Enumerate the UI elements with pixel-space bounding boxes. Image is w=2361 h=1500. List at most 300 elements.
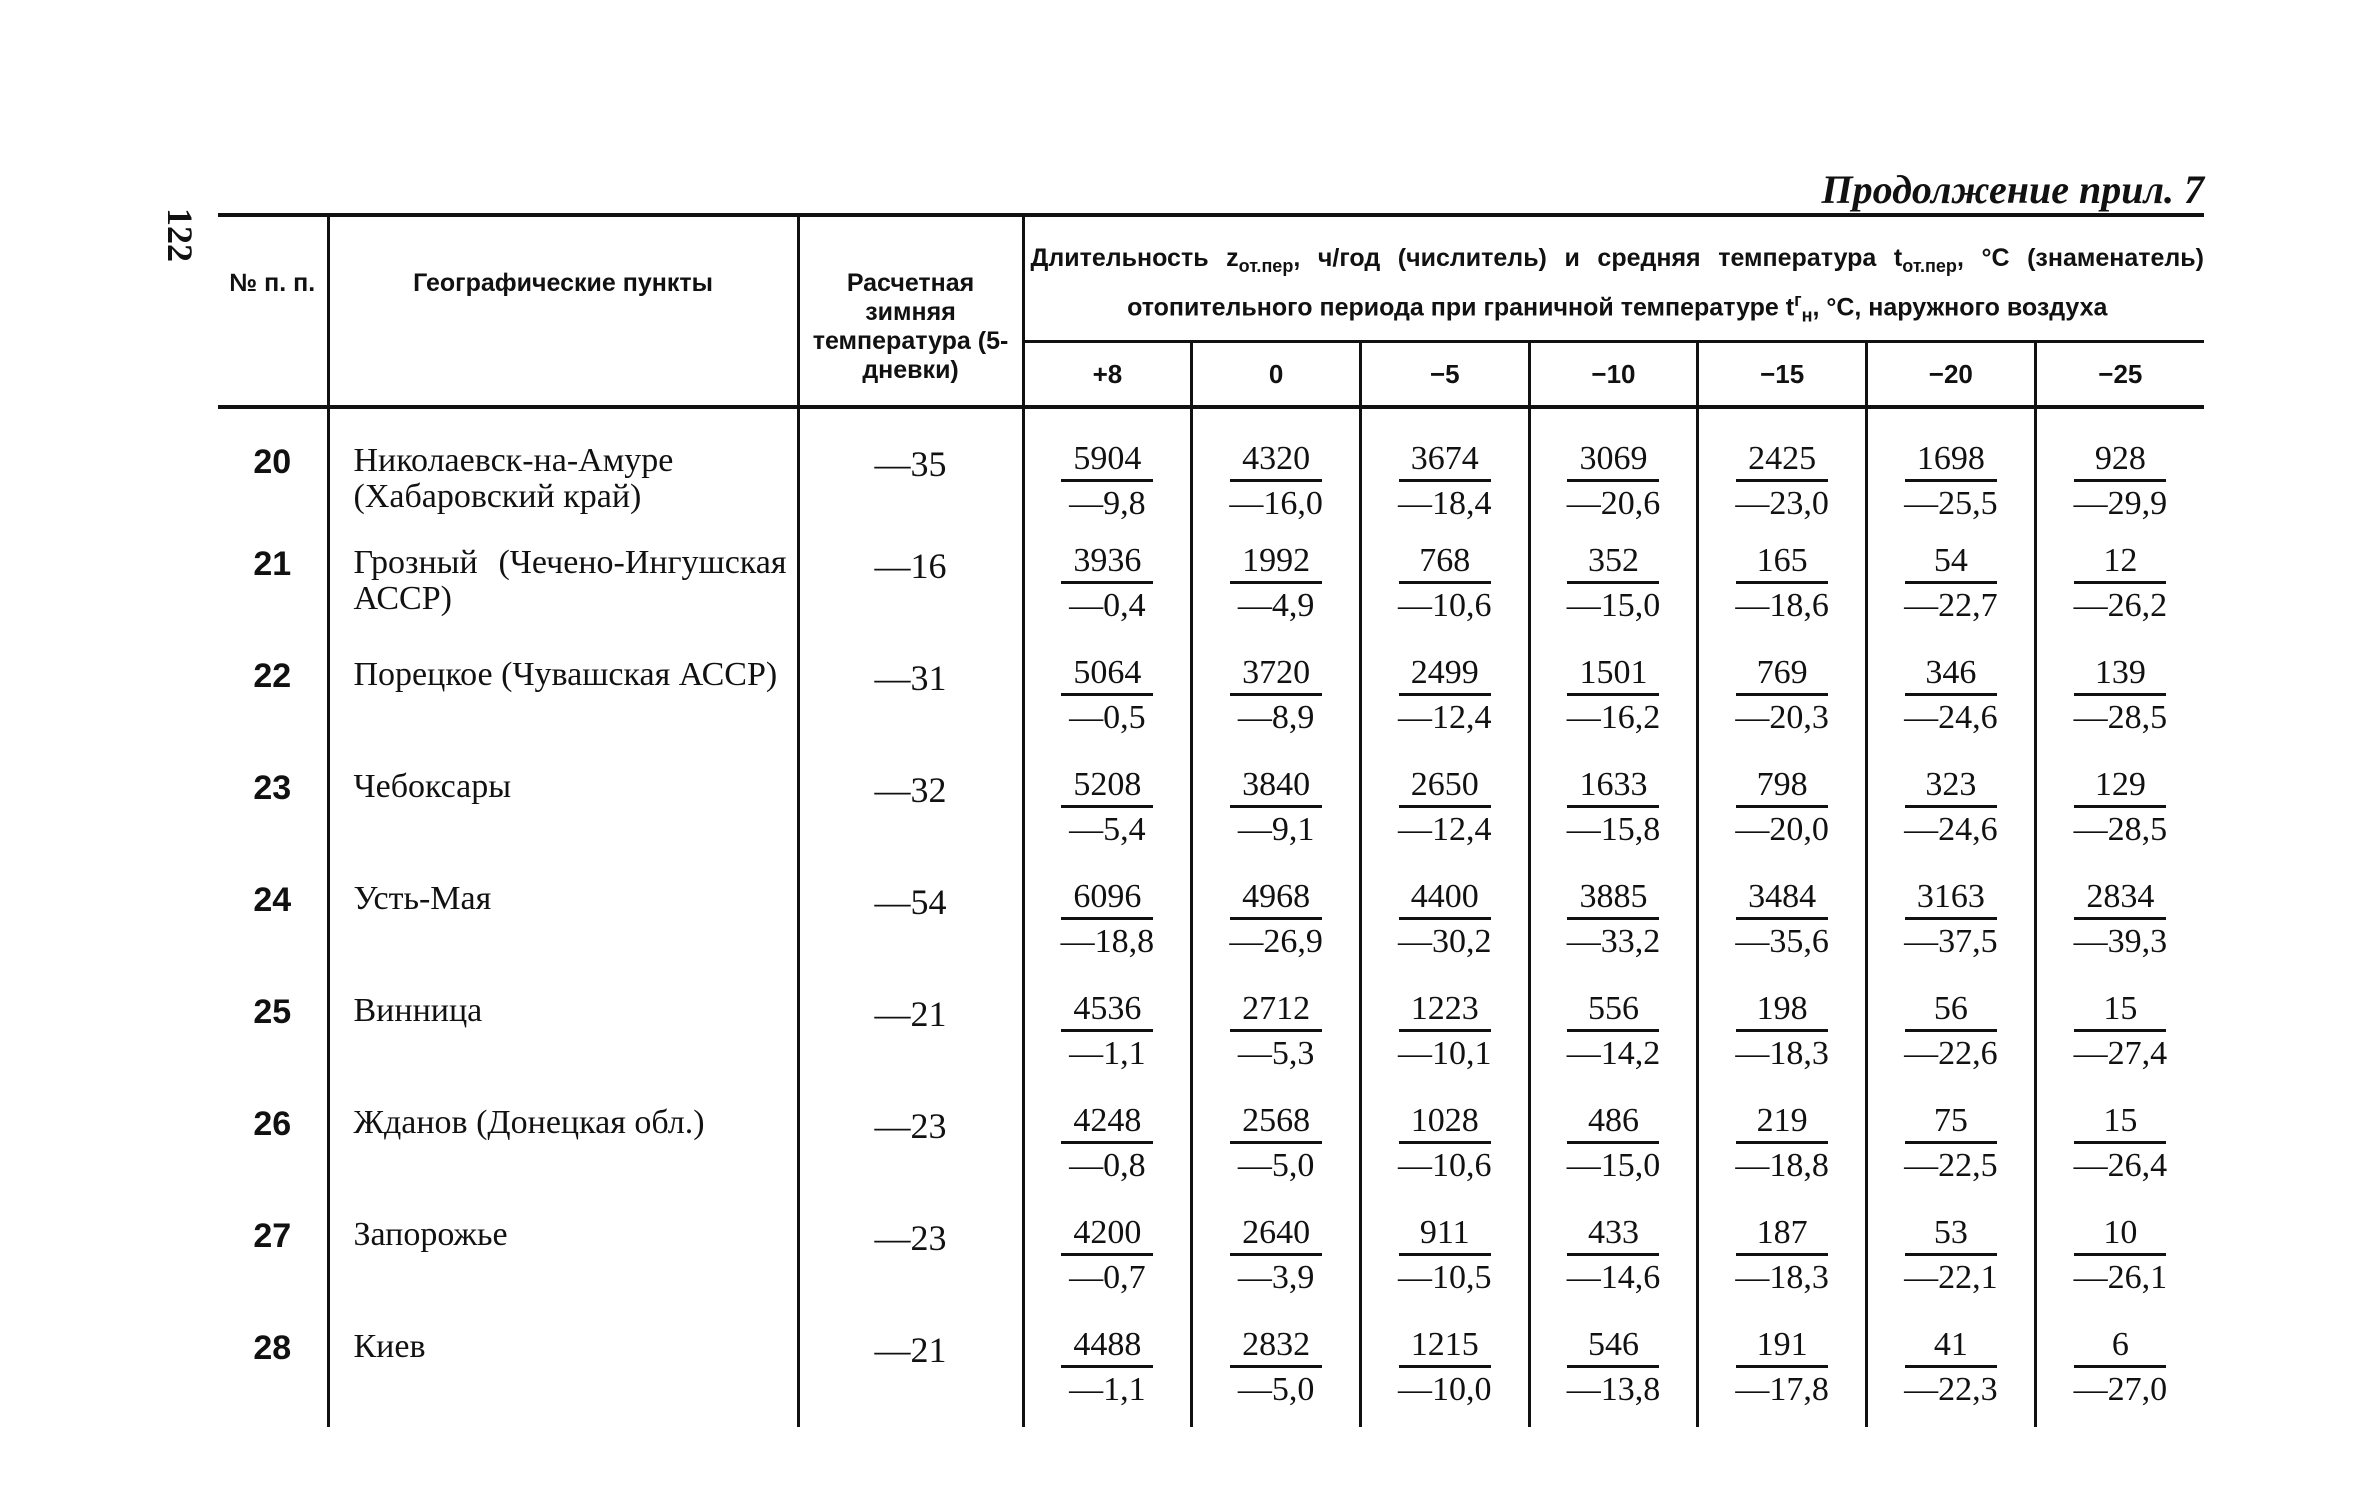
fraction xyxy=(1531,755,1697,850)
duration-hours: 4968 xyxy=(1230,877,1322,920)
mean-temperature: —16,2 xyxy=(1566,699,1661,737)
fraction xyxy=(1362,1315,1528,1410)
fraction xyxy=(1868,531,2034,626)
row-number: 24 xyxy=(218,867,328,979)
fraction xyxy=(2037,429,2204,524)
column-header: −10 xyxy=(1529,342,1698,408)
column-header: −5 xyxy=(1360,342,1529,408)
value-cell xyxy=(1023,531,1192,643)
place-name: Киев xyxy=(328,1315,798,1427)
value-cell xyxy=(1360,531,1529,643)
value-cell xyxy=(1529,755,1698,867)
mean-temperature: —9,1 xyxy=(1237,811,1315,849)
mean-temperature: —13,8 xyxy=(1566,1371,1661,1409)
header-group-sub-1: от.пер xyxy=(1238,256,1294,276)
value-cell xyxy=(1360,1091,1529,1203)
mean-temperature: —10,0 xyxy=(1398,1371,1492,1409)
mean-temperature: —18,4 xyxy=(1398,485,1492,523)
duration-hours: 75 xyxy=(1905,1101,1997,1144)
fraction xyxy=(1699,643,1865,738)
duration-hours: 2834 xyxy=(2074,877,2166,920)
mean-temperature: —30,2 xyxy=(1398,923,1492,961)
mean-temperature: —12,4 xyxy=(1398,811,1492,849)
duration-hours: 15 xyxy=(2074,1101,2166,1144)
value-cell xyxy=(1360,755,1529,867)
fraction xyxy=(1699,755,1865,850)
value-cell xyxy=(1866,979,2035,1091)
duration-hours: 2568 xyxy=(1230,1101,1322,1144)
fraction xyxy=(2037,1203,2204,1298)
value-cell xyxy=(1529,1203,1698,1315)
duration-hours: 165 xyxy=(1736,541,1828,584)
fraction xyxy=(1025,1315,1191,1410)
duration-hours: 1223 xyxy=(1399,989,1491,1032)
column-header: −20 xyxy=(1866,342,2035,408)
duration-hours: 769 xyxy=(1736,653,1828,696)
place-name: Порецкое (Чувашская АССР) xyxy=(328,643,798,755)
duration-hours: 2650 xyxy=(1399,765,1491,808)
page-number: 122 xyxy=(160,208,200,262)
header-group-text-4: , °С, наружного воздуха xyxy=(1812,293,2108,322)
duration-hours: 129 xyxy=(2074,765,2166,808)
duration-hours: 1215 xyxy=(1399,1325,1491,1368)
fraction xyxy=(1362,429,1528,524)
mean-temperature: —9,8 xyxy=(1069,485,1146,523)
duration-hours: 198 xyxy=(1736,989,1828,1032)
value-cell xyxy=(1192,643,1361,755)
fraction xyxy=(1531,867,1697,962)
header-group-sup-3: г xyxy=(1794,290,1802,310)
value-cell xyxy=(1023,1091,1192,1203)
mean-temperature: —14,6 xyxy=(1566,1259,1661,1297)
duration-hours: 56 xyxy=(1905,989,1997,1032)
winter-temp: —16 xyxy=(798,531,1023,643)
value-cell xyxy=(1360,1203,1529,1315)
column-header: −25 xyxy=(2035,342,2204,408)
place-name: Усть-Мая xyxy=(328,867,798,979)
value-cell xyxy=(1866,1203,2035,1315)
row-number: 26 xyxy=(218,1091,328,1203)
fraction xyxy=(2037,867,2204,962)
mean-temperature: —8,9 xyxy=(1237,699,1315,737)
mean-temperature: —18,8 xyxy=(1735,1147,1829,1185)
mean-temperature: —28,5 xyxy=(2073,811,2168,849)
mean-temperature: —0,8 xyxy=(1069,1147,1146,1185)
mean-temperature: —27,4 xyxy=(2073,1035,2168,1073)
duration-hours: 2425 xyxy=(1736,439,1828,482)
value-cell xyxy=(1529,407,1698,531)
duration-hours: 4320 xyxy=(1230,439,1322,482)
table-row xyxy=(218,1091,2204,1203)
value-cell xyxy=(1192,407,1361,531)
fraction xyxy=(1699,1315,1865,1410)
duration-hours: 139 xyxy=(2074,653,2166,696)
mean-temperature: —37,5 xyxy=(1904,923,1998,961)
duration-hours: 191 xyxy=(1736,1325,1828,1368)
table-row xyxy=(218,407,2204,531)
value-cell xyxy=(2035,643,2204,755)
mean-temperature: —24,6 xyxy=(1904,699,1998,737)
duration-hours: 556 xyxy=(1567,989,1659,1032)
duration-hours: 433 xyxy=(1567,1213,1659,1256)
mean-temperature: —35,6 xyxy=(1735,923,1829,961)
mean-temperature: —29,9 xyxy=(2073,485,2168,523)
duration-hours: 3484 xyxy=(1736,877,1828,920)
header-group-text-2: , ч/год (числитель) и средняя температура t xyxy=(1293,244,1903,272)
duration-hours: 41 xyxy=(1905,1325,1997,1368)
fraction xyxy=(1531,429,1697,524)
duration-hours: 2712 xyxy=(1230,989,1322,1032)
fraction xyxy=(1025,429,1191,524)
value-cell xyxy=(1698,755,1867,867)
header-winter-temp: Расчетная зимняя температура (5- дневки) xyxy=(798,215,1023,407)
fraction xyxy=(1699,867,1865,962)
duration-hours: 486 xyxy=(1567,1101,1659,1144)
value-cell xyxy=(1192,755,1361,867)
value-cell xyxy=(1023,643,1192,755)
column-header: −15 xyxy=(1698,342,1867,408)
place-name: Чебоксары xyxy=(328,755,798,867)
fraction xyxy=(1868,867,2034,962)
duration-hours: 2832 xyxy=(1230,1325,1322,1368)
duration-hours: 53 xyxy=(1905,1213,1997,1256)
fraction xyxy=(1362,643,1528,738)
value-cell xyxy=(2035,755,2204,867)
value-cell xyxy=(1866,407,2035,531)
table-row xyxy=(218,867,2204,979)
fraction xyxy=(1193,867,1359,962)
winter-temp: —21 xyxy=(798,979,1023,1091)
value-cell xyxy=(1192,979,1361,1091)
duration-hours: 6 xyxy=(2074,1325,2166,1368)
row-number: 22 xyxy=(218,643,328,755)
duration-hours: 5208 xyxy=(1061,765,1153,808)
fraction xyxy=(1025,979,1191,1074)
duration-hours: 911 xyxy=(1399,1213,1491,1256)
fraction xyxy=(2037,531,2204,626)
duration-hours: 3163 xyxy=(1905,877,1997,920)
value-cell xyxy=(1023,407,1192,531)
duration-hours: 4248 xyxy=(1061,1101,1153,1144)
duration-hours: 1633 xyxy=(1567,765,1659,808)
table-row xyxy=(218,531,2204,643)
table-row xyxy=(218,643,2204,755)
mean-temperature: —26,4 xyxy=(2073,1147,2168,1185)
mean-temperature: —15,8 xyxy=(1566,811,1661,849)
mean-temperature: —1,1 xyxy=(1069,1035,1146,1073)
header-num: № п. п. xyxy=(218,215,328,407)
mean-temperature: —10,6 xyxy=(1398,1147,1492,1185)
value-cell xyxy=(1698,979,1867,1091)
duration-hours: 3936 xyxy=(1061,541,1153,584)
value-cell xyxy=(1192,867,1361,979)
winter-temp: —23 xyxy=(798,1091,1023,1203)
value-cell xyxy=(2035,867,2204,979)
duration-hours: 5064 xyxy=(1061,653,1153,696)
value-cell xyxy=(1698,407,1867,531)
mean-temperature: —1,1 xyxy=(1069,1371,1146,1409)
winter-temp: —35 xyxy=(798,407,1023,531)
mean-temperature: —5,0 xyxy=(1237,1147,1315,1185)
continuation-caption: Продолжение прил. 7 xyxy=(1821,167,2204,212)
duration-hours: 12 xyxy=(2074,541,2166,584)
mean-temperature: —22,5 xyxy=(1904,1147,1998,1185)
mean-temperature: —10,1 xyxy=(1398,1035,1492,1073)
column-header: 0 xyxy=(1192,342,1361,408)
header-group xyxy=(1023,215,2204,342)
fraction xyxy=(1362,1091,1528,1186)
duration-hours: 323 xyxy=(1905,765,1997,808)
table-row xyxy=(218,979,2204,1091)
value-cell xyxy=(1360,407,1529,531)
duration-hours: 3674 xyxy=(1399,439,1491,482)
mean-temperature: —0,7 xyxy=(1069,1259,1146,1297)
duration-hours: 187 xyxy=(1736,1213,1828,1256)
mean-temperature: —26,1 xyxy=(2073,1259,2168,1297)
fraction xyxy=(1193,755,1359,850)
mean-temperature: —16,0 xyxy=(1229,485,1323,523)
duration-hours: 928 xyxy=(2074,439,2166,482)
mean-temperature: —5,4 xyxy=(1069,811,1146,849)
row-number: 20 xyxy=(218,407,328,531)
fraction xyxy=(2037,755,2204,850)
duration-hours: 3885 xyxy=(1567,877,1659,920)
fraction xyxy=(1531,1203,1697,1298)
duration-hours: 5904 xyxy=(1061,439,1153,482)
duration-hours: 1028 xyxy=(1399,1101,1491,1144)
mean-temperature: —39,3 xyxy=(2073,923,2168,961)
value-cell xyxy=(2035,407,2204,531)
value-cell xyxy=(1192,531,1361,643)
duration-hours: 219 xyxy=(1736,1101,1828,1144)
fraction xyxy=(1699,1203,1865,1298)
place-name: Жданов (Донецкая обл.) xyxy=(328,1091,798,1203)
duration-hours: 546 xyxy=(1567,1325,1659,1368)
value-cell xyxy=(1866,867,2035,979)
fraction xyxy=(2037,643,2204,738)
mean-temperature: —10,5 xyxy=(1398,1259,1492,1297)
value-cell xyxy=(1023,867,1192,979)
winter-temp: —21 xyxy=(798,1315,1023,1427)
row-number: 27 xyxy=(218,1203,328,1315)
mean-temperature: —23,0 xyxy=(1735,485,1829,523)
value-cell xyxy=(1866,1091,2035,1203)
fraction xyxy=(1025,755,1191,850)
fraction xyxy=(1193,531,1359,626)
mean-temperature: —22,1 xyxy=(1904,1259,1998,1297)
mean-temperature: —20,0 xyxy=(1735,811,1829,849)
mean-temperature: —26,9 xyxy=(1229,923,1323,961)
mean-temperature: —12,4 xyxy=(1398,699,1492,737)
fraction xyxy=(1868,979,2034,1074)
row-number: 28 xyxy=(218,1315,328,1427)
winter-temp: —32 xyxy=(798,755,1023,867)
fraction xyxy=(1193,1315,1359,1410)
fraction xyxy=(1362,1203,1528,1298)
place-name: Винница xyxy=(328,979,798,1091)
value-cell xyxy=(1698,643,1867,755)
mean-temperature: —18,6 xyxy=(1735,587,1829,625)
duration-hours: 2499 xyxy=(1399,653,1491,696)
mean-temperature: —22,7 xyxy=(1904,587,1998,625)
mean-temperature: —0,4 xyxy=(1069,587,1146,625)
fraction xyxy=(1362,531,1528,626)
mean-temperature: —15,0 xyxy=(1566,587,1661,625)
mean-temperature: —20,6 xyxy=(1566,485,1661,523)
mean-temperature: —28,5 xyxy=(2073,699,2168,737)
mean-temperature: —4,9 xyxy=(1237,587,1315,625)
fraction xyxy=(1699,979,1865,1074)
duration-hours: 4488 xyxy=(1061,1325,1153,1368)
mean-temperature: —25,5 xyxy=(1904,485,1998,523)
fraction xyxy=(2037,1091,2204,1186)
fraction xyxy=(1362,867,1528,962)
duration-hours: 1698 xyxy=(1905,439,1997,482)
value-cell xyxy=(1023,755,1192,867)
fraction xyxy=(1699,1091,1865,1186)
value-cell xyxy=(1360,867,1529,979)
fraction xyxy=(1868,1091,2034,1186)
fraction xyxy=(1025,643,1191,738)
mean-temperature: —5,3 xyxy=(1237,1035,1315,1073)
row-number: 21 xyxy=(218,531,328,643)
fraction xyxy=(1531,531,1697,626)
table-row xyxy=(218,755,2204,867)
header-group-text-3: , °С (знаменатель) отопительного периода при граничной температуре t xyxy=(1127,244,2204,322)
duration-hours: 798 xyxy=(1736,765,1828,808)
duration-hours: 10 xyxy=(2074,1213,2166,1256)
value-cell xyxy=(2035,1091,2204,1203)
value-cell xyxy=(2035,1315,2204,1427)
winter-temp: —31 xyxy=(798,643,1023,755)
fraction xyxy=(1025,1091,1191,1186)
duration-hours: 54 xyxy=(1905,541,1997,584)
value-cell xyxy=(1866,1315,2035,1427)
value-cell xyxy=(1192,1091,1361,1203)
mean-temperature: —0,5 xyxy=(1069,699,1146,737)
place-name: Николаевск-на-Амуре (Хабаровский край) xyxy=(328,407,798,531)
value-cell xyxy=(1360,643,1529,755)
mean-temperature: —10,6 xyxy=(1398,587,1492,625)
value-cell xyxy=(1023,1203,1192,1315)
fraction xyxy=(1193,429,1359,524)
climate-table xyxy=(218,213,2204,1427)
fraction xyxy=(1531,1091,1697,1186)
duration-hours: 4200 xyxy=(1061,1213,1153,1256)
row-number: 25 xyxy=(218,979,328,1091)
mean-temperature: —18,3 xyxy=(1735,1259,1829,1297)
table-row xyxy=(218,1315,2204,1427)
fraction xyxy=(1193,1091,1359,1186)
mean-temperature: —15,0 xyxy=(1566,1147,1661,1185)
header-group-sub-2: от.пер xyxy=(1902,256,1957,276)
fraction xyxy=(1531,643,1697,738)
mean-temperature: —17,8 xyxy=(1735,1371,1829,1409)
value-cell xyxy=(1360,1315,1529,1427)
mean-temperature: —27,0 xyxy=(2073,1371,2168,1409)
fraction xyxy=(1531,1315,1697,1410)
value-cell xyxy=(1023,979,1192,1091)
value-cell xyxy=(1529,979,1698,1091)
value-cell xyxy=(1529,1091,1698,1203)
duration-hours: 3069 xyxy=(1567,439,1659,482)
duration-hours: 352 xyxy=(1567,541,1659,584)
value-cell xyxy=(1529,643,1698,755)
fraction xyxy=(1699,531,1865,626)
value-cell xyxy=(2035,979,2204,1091)
fraction xyxy=(1531,979,1697,1074)
value-cell xyxy=(2035,531,2204,643)
place-name: Грозный (Чечено-Ингушская АССР) xyxy=(328,531,798,643)
mean-temperature: —5,0 xyxy=(1237,1371,1315,1409)
header-group-text-1: Длительность z xyxy=(1030,244,1239,272)
header-place: Географические пункты xyxy=(328,215,798,407)
duration-hours: 6096 xyxy=(1061,877,1153,920)
duration-hours: 4536 xyxy=(1061,989,1153,1032)
mean-temperature: —14,2 xyxy=(1566,1035,1661,1073)
value-cell xyxy=(1866,643,2035,755)
fraction xyxy=(1868,643,2034,738)
value-cell xyxy=(1023,1315,1192,1427)
fraction xyxy=(1699,429,1865,524)
duration-hours: 2640 xyxy=(1230,1213,1322,1256)
duration-hours: 3720 xyxy=(1230,653,1322,696)
duration-hours: 1501 xyxy=(1567,653,1659,696)
fraction xyxy=(1025,867,1191,962)
duration-hours: 15 xyxy=(2074,989,2166,1032)
fraction xyxy=(2037,979,2204,1074)
place-name: Запорожье xyxy=(328,1203,798,1315)
value-cell xyxy=(2035,1203,2204,1315)
mean-temperature: —3,9 xyxy=(1237,1259,1315,1297)
fraction xyxy=(1193,979,1359,1074)
fraction xyxy=(1868,429,2034,524)
mean-temperature: —22,3 xyxy=(1904,1371,1998,1409)
duration-hours: 3840 xyxy=(1230,765,1322,808)
row-number: 23 xyxy=(218,755,328,867)
mean-temperature: —33,2 xyxy=(1566,923,1661,961)
mean-temperature: —20,3 xyxy=(1735,699,1829,737)
mean-temperature: —24,6 xyxy=(1904,811,1998,849)
fraction xyxy=(1193,1203,1359,1298)
mean-temperature: —26,2 xyxy=(2073,587,2168,625)
fraction xyxy=(1868,1203,2034,1298)
mean-temperature: —18,8 xyxy=(1060,923,1155,961)
fraction xyxy=(2037,1315,2204,1410)
duration-hours: 1992 xyxy=(1230,541,1322,584)
duration-hours: 346 xyxy=(1905,653,1997,696)
fraction xyxy=(1362,979,1528,1074)
header-group-sub-3: н xyxy=(1801,305,1813,326)
fraction xyxy=(1025,531,1191,626)
value-cell xyxy=(1698,531,1867,643)
fraction xyxy=(1868,1315,2034,1410)
value-cell xyxy=(1866,531,2035,643)
column-header: +8 xyxy=(1023,342,1192,408)
value-cell xyxy=(1698,1315,1867,1427)
fraction xyxy=(1868,755,2034,850)
mean-temperature: —22,6 xyxy=(1904,1035,1998,1073)
fraction xyxy=(1025,1203,1191,1298)
value-cell xyxy=(1192,1203,1361,1315)
duration-hours: 768 xyxy=(1399,541,1491,584)
value-cell xyxy=(1698,1203,1867,1315)
value-cell xyxy=(1529,531,1698,643)
value-cell xyxy=(1698,867,1867,979)
fraction xyxy=(1193,643,1359,738)
mean-temperature: —18,3 xyxy=(1735,1035,1829,1073)
value-cell xyxy=(1192,1315,1361,1427)
